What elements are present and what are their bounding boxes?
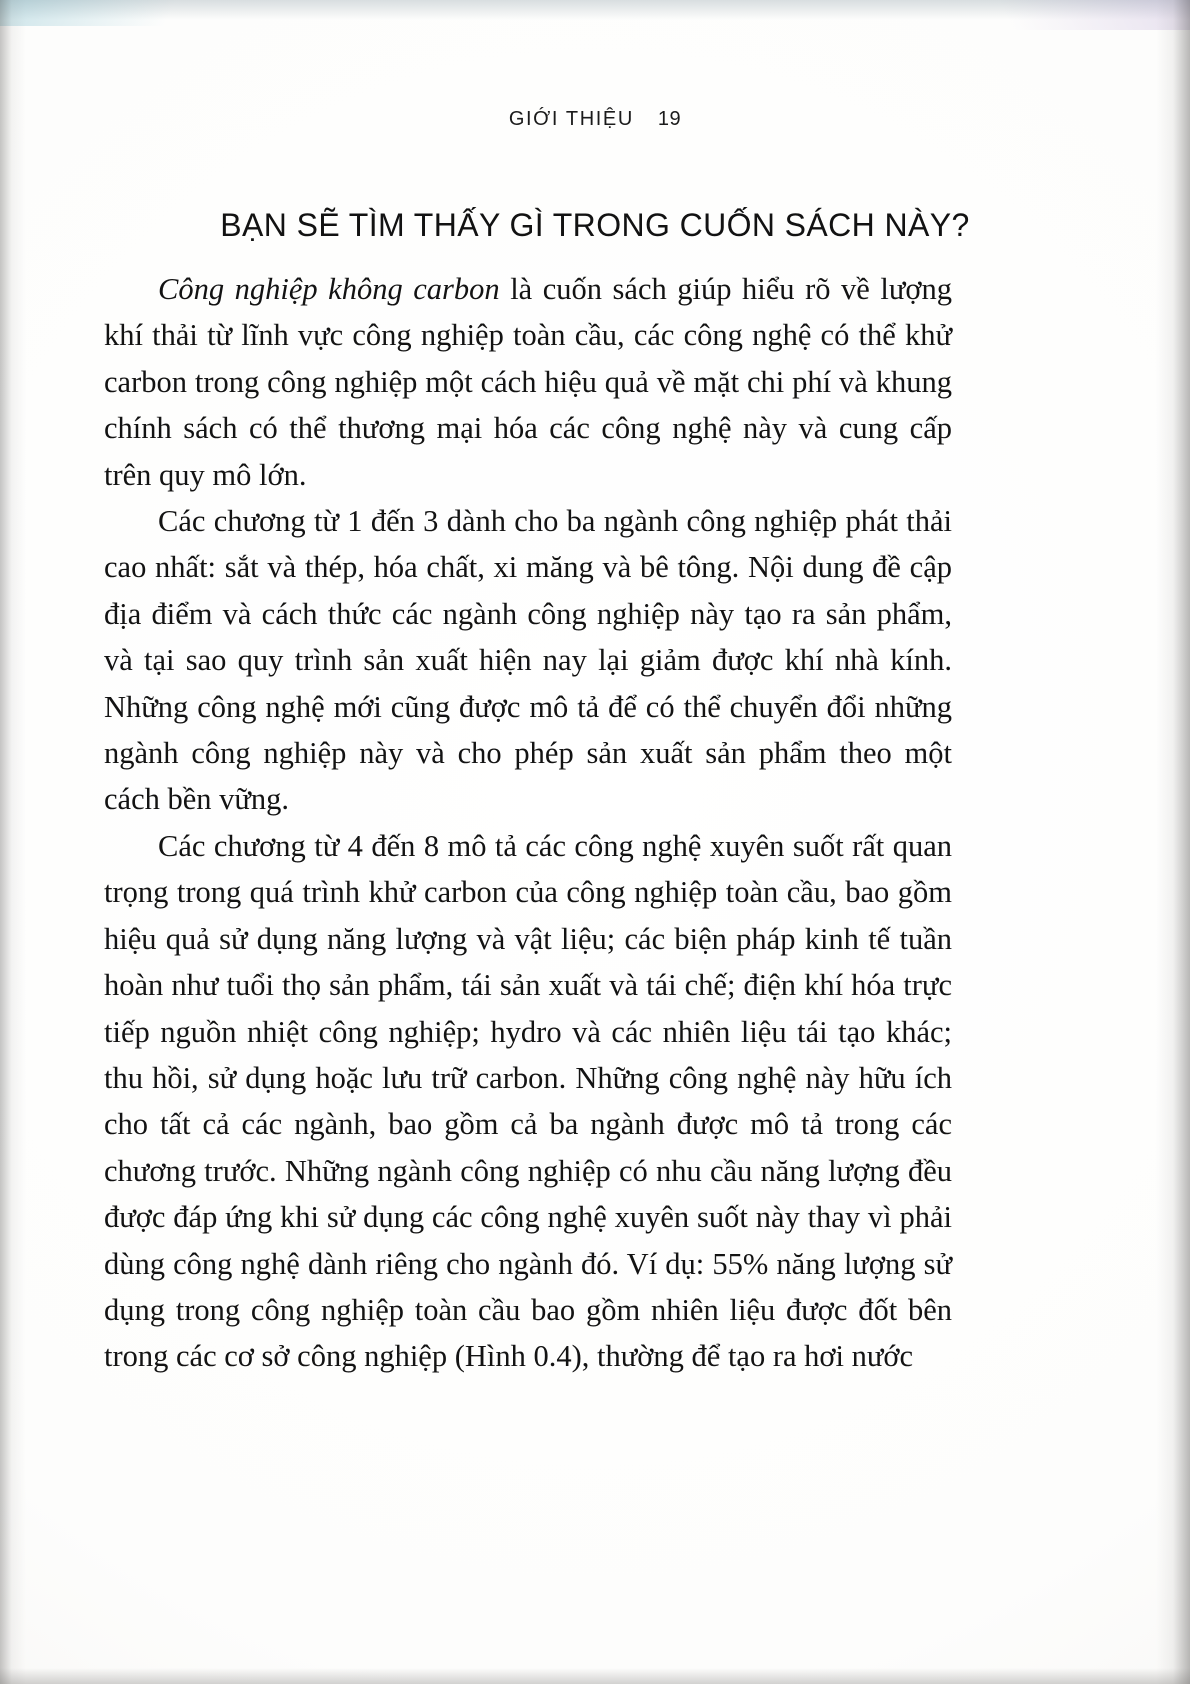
scan-color-fringe-left [0, 0, 240, 26]
page-number: 19 [657, 108, 682, 130]
body-text [104, 266, 952, 1380]
running-header-label: GIỚI THIỆU [508, 108, 634, 130]
paragraph-1-rest: là cuốn sách giúp hiểu rõ về lượng khí thải từ lĩnh vực công nghiệp toàn cầu, các công nghệ có thể khử carbon trong công nghiệp một cách hiệu quả về mặt chi phí và khung chính sách có thể thương mại hóa các công nghệ này và cung cấp trên quy mô lớn. [104, 272, 952, 492]
book-title-italic: Công nghiệp không carbon [158, 272, 500, 306]
scan-edge-left [0, 0, 26, 1684]
section-title: BẠN SẼ TÌM THẤY GÌ TRONG CUỐN SÁCH NÀY? [220, 207, 970, 244]
scan-edge-right [1156, 0, 1190, 1684]
paragraph-1 [104, 266, 952, 498]
scan-edge-top [0, 0, 1190, 20]
scan-color-fringe-right [930, 0, 1190, 30]
paragraph-2: Các chương từ 1 đến 3 dành cho ba ngành công nghiệp phát thải cao nhất: sắt và thép, hóa chất, xi măng và bê tông. Nội dung đề cập địa điểm và cách thức các ngành công nghiệp này tạo ra sản phẩm, và tại sao quy trình sản xuất hiện nay lại giảm được khí nhà kính. Những công nghệ mới cũng được mô tả để có thể chuyển đổi những ngành công nghiệp này và cho phép sản xuất sản phẩm theo một cách bền vững. [104, 504, 952, 817]
scan-edge-bottom [0, 1668, 1190, 1684]
running-header [0, 108, 1190, 131]
paragraph-3: Các chương từ 4 đến 8 mô tả các công nghệ xuyên suốt rất quan trọng trong quá trình khử carbon của công nghiệp toàn cầu, bao gồm hiệu quả sử dụng năng lượng và vật liệu; các biện pháp kinh tế tuần hoàn như tuổi thọ sản phẩm, tái sản xuất và tái chế; điện khí hóa trực tiếp nguồn nhiệt công nghiệp; hydro và các nhiên liệu tái tạo khác; thu hồi, sử dụng hoặc lưu trữ carbon. Những công nghệ này hữu ích cho tất cả các ngành, bao gồm cả ba ngành được mô tả trong các chương trước. Những ngành công nghiệp có nhu cầu năng lượng đều được đáp ứng khi sử dụng các công nghệ xuyên suốt này thay vì phải dùng công nghệ dành riêng cho ngành đó. Ví dụ: 55% năng lượng sử dụng trong công nghiệp toàn cầu bao gồm nhiên liệu được đốt bên trong các cơ sở công nghiệp (Hình 0.4), thường để tạo ra hơi nước [104, 828, 952, 1374]
